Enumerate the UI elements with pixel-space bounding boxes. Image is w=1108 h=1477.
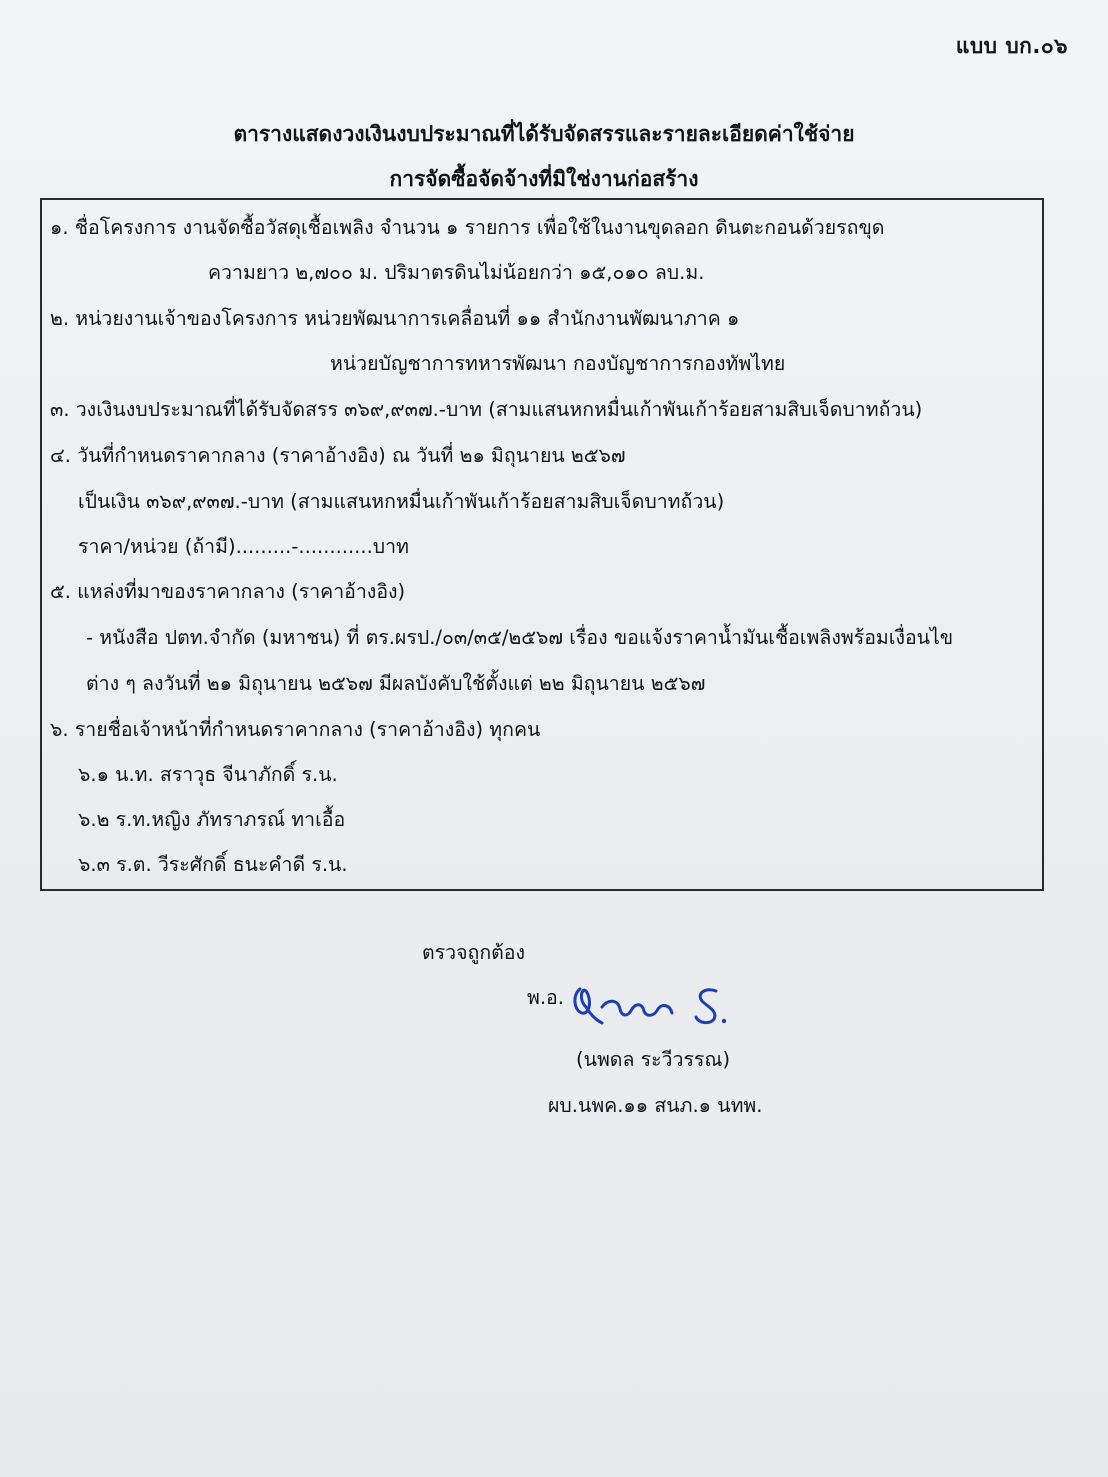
ref-price-amount-line: เป็นเงิน ๓๖๙,๙๓๗.-บาท (สามแสนหกหมื่นเก้าพันเก้าร้อยสามสิบเจ็ดบาทถ้วน): [78, 490, 725, 513]
project-owner-line1: ๒. หน่วยงานเจ้าของโครงการ หน่วยพัฒนาการเคลื่อนที่ ๑๑ สำนักงานพัฒนาภาค ๑: [50, 307, 740, 330]
handwritten-signature: [568, 977, 738, 1037]
source-heading: ๕. แหล่งที่มาของราคากลาง (ราคาอ้างอิง): [50, 580, 406, 603]
unit-price-line: ราคา/หน่วย (ถ้ามี).........-............บาท: [78, 535, 409, 558]
officials-heading: ๖. รายชื่อเจ้าหน้าที่กำหนดราคากลาง (ราคาอ้างอิง) ทุกคน: [50, 718, 541, 741]
source-line1: - หนังสือ ปตท.จำกัด (มหาชน) ที่ ตร.ผรป./๐๓/๓๕/๒๕๖๗ เรื่อง ขอแจ้งราคาน้ำมันเชื้อเพลิงพร้อมเงื่อนไข: [86, 626, 954, 649]
form-code: แบบ บก.๐๖: [955, 34, 1068, 58]
signer-position: ผบ.นพค.๑๑ สนภ.๑ นทพ.: [548, 1094, 763, 1117]
official-1: ๖.๑ น.ท. สราวุธ จีนาภักดิ์ ร.น.: [78, 763, 338, 786]
document-title-line2: การจัดซื้อจัดจ้างที่มิใช่งานก่อสร้าง: [389, 167, 699, 191]
signer-name: (นพดล ระวีวรรณ): [576, 1048, 731, 1071]
official-3: ๖.๓ ร.ต. วีระศักดิ์ ธนะคำดี ร.น.: [78, 853, 348, 876]
verified-label: ตรวจถูกต้อง: [422, 941, 526, 964]
document-title-line1: ตารางแสดงวงเงินงบประมาณที่ได้รับจัดสรรและรายละเอียดค่าใช้จ่าย: [233, 122, 855, 146]
official-2: ๖.๒ ร.ท.หญิง ภัทราภรณ์ ทาเอื้อ: [78, 808, 346, 831]
project-owner-line2: หน่วยบัญชาการทหารพัฒนา กองบัญชาการกองทัพไทย: [330, 352, 786, 375]
project-name-line2: ความยาว ๒,๗๐๐ ม. ปริมาตรดินไม่น้อยกว่า ๑๕,๐๑๐ ลบ.ม.: [208, 261, 705, 284]
signer-rank: พ.อ.: [527, 986, 564, 1009]
project-name-line1: ๑. ชื่อโครงการ งานจัดซื้อวัสดุเชื้อเพลิง จำนวน ๑ รายการ เพื่อใช้ในงานขุดลอก ดินตะกอนด้วยรถขุด: [50, 216, 885, 239]
source-line2: ต่าง ๆ ลงวันที่ ๒๑ มิถุนายน ๒๕๖๗ มีผลบังคับใช้ตั้งแต่ ๒๒ มิถุนายน ๒๕๖๗: [86, 672, 706, 695]
budget-line: ๓. วงเงินงบประมาณที่ได้รับจัดสรร ๓๖๙,๙๓๗.-บาท (สามแสนหกหมื่นเก้าพันเก้าร้อยสามสิบเจ็ดบาทถ้วน): [50, 398, 923, 421]
ref-price-date-line: ๔. วันที่กำหนดราคากลาง (ราคาอ้างอิง) ณ วันที่ ๒๑ มิถุนายน ๒๕๖๗: [50, 444, 626, 467]
